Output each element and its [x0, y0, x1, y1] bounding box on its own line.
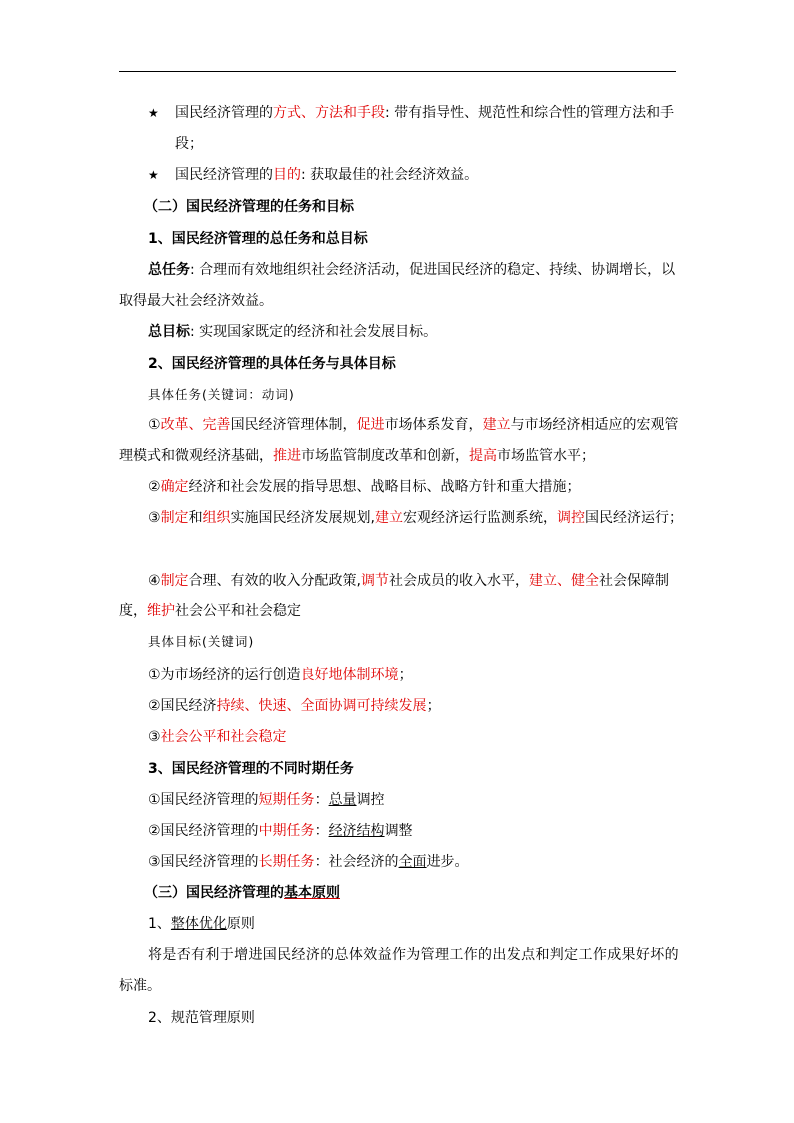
text: : 获取最佳的社会经济效益。 — [301, 167, 479, 183]
bullet-line-1-cont: 段； — [175, 136, 203, 152]
total-task-cont: 取得最大社会经济效益。 — [119, 293, 273, 309]
red-keyword: 短期任务 — [258, 792, 315, 808]
number: ④ — [148, 573, 161, 589]
number: ③ — [148, 510, 161, 526]
star-bullet-icon: ★ — [148, 106, 159, 120]
task-1-cont — [119, 447, 595, 465]
text: 理模式和微观经济基础， — [119, 448, 273, 464]
text: 市场监管制度改革和创新， — [301, 448, 469, 464]
red-keyword: 目的 — [273, 167, 301, 183]
total-task — [148, 261, 675, 279]
goal-2 — [148, 697, 441, 715]
heading-2: 2、国民经济管理的具体任务与具体目标 — [148, 356, 396, 372]
red-keyword: 组织 — [202, 510, 231, 526]
red-keyword: 建立 — [375, 510, 404, 526]
text: 原则 — [226, 916, 255, 932]
text: : 合理而有效地组织社会经济活动，促进国民经济的稳定、持续、协调增长，以 — [190, 262, 676, 278]
text: 和 — [188, 510, 203, 526]
text: 市场体系发育， — [384, 417, 483, 433]
red-keyword: 推进 — [273, 448, 301, 464]
red-keyword: 建立、健全 — [529, 573, 600, 589]
text: ①为市场经济的运行创造 — [148, 667, 301, 683]
task-2 — [148, 478, 581, 496]
text: 宏观经济运行监测系统， — [403, 510, 558, 526]
underlined-term: 基本原则 — [284, 885, 340, 901]
text: 实施国民经济发展规划, — [230, 510, 376, 526]
text: ③ — [148, 729, 161, 745]
text: 调控 — [356, 792, 385, 808]
text: 国民经济管理体制， — [230, 417, 357, 433]
bullet-line-2 — [175, 166, 478, 184]
text: 市场监管水平； — [497, 448, 595, 464]
goal-3 — [148, 728, 287, 746]
principle-1 — [148, 915, 255, 933]
red-keyword: 持续、快速、全面协调可持续发展 — [216, 698, 427, 714]
red-keyword: 调节 — [361, 573, 390, 589]
label: 总任务 — [148, 262, 190, 278]
red-keyword: 方式、方法和手段 — [273, 105, 385, 121]
red-keyword: 确定 — [160, 479, 189, 495]
number: 1、 — [148, 916, 171, 932]
text: ：社会经济的 — [314, 854, 399, 870]
goal-1 — [148, 666, 413, 684]
bullet-line-1 — [175, 104, 674, 122]
principle-1-desc: 将是否有利于增进国民经济的总体效益作为管理工作的出发点和判定工作成果好坏的 — [148, 947, 679, 963]
text: 国民经济管理的 — [175, 105, 273, 121]
red-keyword: 制定 — [160, 573, 189, 589]
red-keyword: 促进 — [356, 417, 385, 433]
task-4-cont — [119, 602, 301, 620]
text: 社会公平和社会稳定 — [175, 603, 301, 619]
red-keyword: 维护 — [147, 603, 175, 619]
red-keyword: 长期任务 — [258, 854, 315, 870]
text: 度， — [119, 603, 147, 619]
star-bullet-icon: ★ — [148, 168, 159, 182]
number: ② — [148, 479, 161, 495]
underlined-term: 经济结构 — [328, 823, 385, 839]
period-2 — [148, 822, 413, 840]
text: 合理、有效的收入分配政策, — [188, 573, 362, 589]
text: 社会保障制 — [599, 573, 670, 589]
principle-1-desc-cont: 标准。 — [119, 978, 161, 994]
text: ： — [314, 823, 329, 839]
text: 调整 — [384, 823, 413, 839]
text: ②国民经济 — [148, 698, 217, 714]
task-3 — [148, 509, 683, 527]
red-keyword: 制定 — [160, 510, 189, 526]
text: 国民经济运行； — [585, 510, 684, 526]
text: ； — [426, 698, 441, 714]
underlined-term: 总量 — [328, 792, 357, 808]
text: : 实现国家既定的经济和社会发展目标。 — [190, 324, 438, 340]
section-title-3 — [144, 884, 340, 902]
text: : 带有指导性、规范性和综合性的管理方法和手 — [385, 105, 675, 121]
period-1 — [148, 791, 385, 809]
principle-2: 2、规范管理原则 — [148, 1010, 255, 1026]
red-keyword: 中期任务 — [258, 823, 315, 839]
red-keyword: 改革、完善 — [160, 417, 231, 433]
number: ① — [148, 417, 161, 433]
text: ； — [398, 667, 413, 683]
red-keyword: 提高 — [469, 448, 497, 464]
goals-label: 具体目标(关键词) — [148, 634, 255, 649]
text: 与市场经济相适应的宏观管 — [510, 417, 679, 433]
text: ②国民经济管理的 — [148, 823, 259, 839]
red-keyword: 调控 — [557, 510, 586, 526]
total-goal — [148, 323, 437, 341]
period-3 — [148, 853, 469, 871]
text: ： — [314, 792, 329, 808]
text: （三）国民经济管理的 — [144, 885, 284, 901]
text: ①国民经济管理的 — [148, 792, 259, 808]
red-keyword: 良好地体制环境 — [300, 667, 399, 683]
tasks-label: 具体任务(关键词：动词) — [148, 387, 295, 402]
task-1 — [148, 416, 679, 434]
task-4 — [148, 572, 669, 590]
heading-3: 3、国民经济管理的不同时期任务 — [148, 761, 354, 777]
label: 总目标 — [148, 324, 190, 340]
underlined-term: 整体优化 — [170, 916, 227, 932]
red-keyword: 建立 — [482, 417, 511, 433]
text: 国民经济管理的 — [175, 167, 273, 183]
text: 社会成员的收入水平， — [389, 573, 530, 589]
text: 进步。 — [426, 854, 469, 870]
underlined-term: 全面 — [398, 854, 427, 870]
text: 经济和社会发展的指导思想、战略目标、战略方针和重大措施； — [188, 479, 581, 495]
text: ③国民经济管理的 — [148, 854, 259, 870]
section-title-2: （二）国民经济管理的任务和目标 — [144, 199, 354, 215]
heading-1: 1、国民经济管理的总任务和总目标 — [148, 231, 368, 247]
header-rule — [119, 71, 676, 72]
red-keyword: 社会公平和社会稳定 — [160, 729, 287, 745]
